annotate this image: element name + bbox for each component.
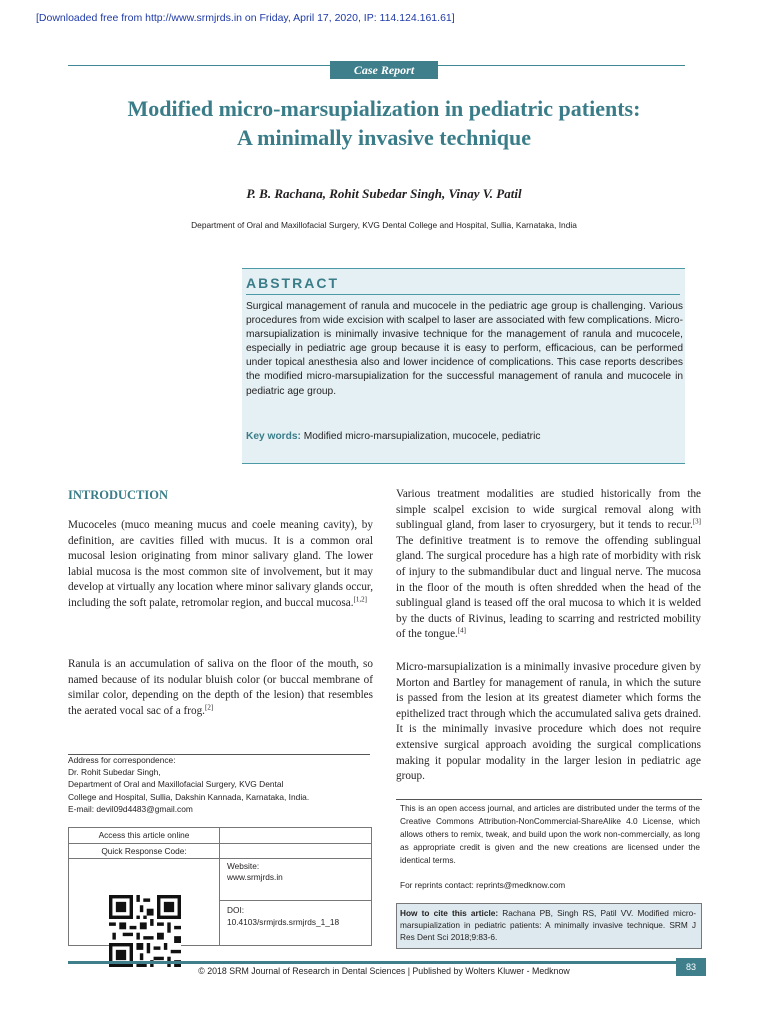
paragraph-text: Ranula is an accumulation of saliva on the floor of the mouth, so named because of its nodular bluish color (or buccal membrane of similar color, depending on the depth of the lesion) that resembles the aerated vocal sac of a frog. [68, 658, 373, 717]
paragraph-text: Various treatment modalities are studied historically from the simple scalpel excision to wide surgical removal along with sublingual gland, from laser to cryosurgery, but it tends to recur. [396, 488, 701, 532]
intro-paragraph-3 [396, 487, 701, 643]
intro-paragraph-1 [68, 518, 373, 612]
citation-ref[interactable]: [4] [457, 626, 466, 635]
cite-text [400, 907, 696, 943]
correspondence-name: Dr. Rohit Subedar Singh, [68, 767, 161, 778]
title-line-2: A minimally invasive technique [237, 125, 531, 150]
qr-cell [69, 858, 220, 945]
citation-ref[interactable]: [1,2] [353, 595, 367, 604]
qr-code-icon[interactable] [109, 895, 181, 967]
authors: P. B. Rachana, Rohit Subedar Singh, Vinay V. Patil [246, 186, 522, 201]
title-line-1: Modified micro-marsupialization in pediatric patients: [127, 96, 641, 121]
open-access-rule [396, 799, 702, 800]
correspondence-line-2: College and Hospital, Sullia, Dakshin Kannada, Karnataka, India. [68, 791, 310, 802]
abstract-heading: ABSTRACT [246, 275, 339, 291]
footer-copyright: © 2018 SRM Journal of Research in Dental Sciences | Published by Wolters Kluwer - Medknow [198, 966, 570, 976]
table-divider [220, 900, 371, 901]
website-block [227, 861, 283, 883]
intro-paragraph-4: Micro-marsupialization is a minimally invasive procedure given by Morton and Bartley for management of ranula, in which the suture is passed from the lesion at its greatest diameter which forms the epithelized tract through which the accumulated saliva gets drained. It is the minimally invasive procedure which does not require extensive surgical approach avoiding the surgical complications making it popular modality in the larger lesion in pediatric age group. [396, 661, 701, 783]
download-banner: [Downloaded free from http://www.srmjrds.in on Friday, April 17, 2020, IP: 114.124.161.61] [36, 12, 455, 24]
correspondence [68, 754, 378, 815]
abstract-text: Surgical management of ranula and mucocele in the pediatric age group is challenging. Various procedures from wide excision with scalpel to laser are associated with few complications. Micro-marsupialization is minimally invasive technique for the management of ranula and mucocele, especially in pediatric age group because it is easy to perform, efficacious, can be performed under topical anesthesia also and lower incidence of complications. This case reports describes the modified micro-marsupialization for the successful management of ranula and mucocele in pediatric age group. [246, 301, 683, 397]
access-header-spacer [220, 828, 371, 844]
access-article-table [68, 827, 372, 946]
doi-label: DOI: [227, 905, 245, 915]
correspondence-label: Address for correspondence: [68, 755, 176, 765]
introduction-heading: INTRODUCTION [68, 488, 169, 502]
intro-paragraph-2 [68, 657, 373, 719]
affiliation: Department of Oral and Maxillofacial Surgery, KVG Dental College and Hospital, Sullia, Karnataka, India [191, 220, 577, 230]
cite-label: How to cite this article: [400, 908, 499, 918]
correspondence-email[interactable]: E-mail: devil09d4483@gmail.com [68, 803, 193, 814]
qr-label: Quick Response Code: [69, 844, 220, 858]
abstract-rule [246, 294, 680, 295]
article-title [60, 94, 708, 152]
doi-link[interactable]: 10.4103/srmjrds.srmjrds_1_18 [227, 917, 340, 927]
section-tag: Case Report [330, 61, 438, 79]
doi-block [227, 904, 339, 928]
access-header: Access this article online [69, 828, 220, 844]
paragraph-text: The definitive treatment is to remove the offending sublingual gland. The surgical procedure has a high rate of morbidity with risk of injury to the submandibular duct and lingual nerve. The mucosa in the floor of the mouth is often shredded when the head of the sublingual gland is teased off the oral mucosa to which it is welded by the ducts of Rivinus, leading to scarring and restricted mobility of the tongue. [396, 534, 701, 641]
cite-body: Rachana PB, Singh RS, Patil VV. Modified micro-marsupialization in pediatric patients: A minimally invasive technique. SRM J Res Dent Sci 2018;9:83-6. [400, 908, 696, 942]
keywords-label: Key words: [246, 431, 301, 442]
website-label: Website: [227, 861, 260, 871]
keywords [246, 431, 683, 442]
website-link[interactable]: www.srmjrds.in [227, 872, 283, 882]
citation-ref[interactable]: [3] [692, 517, 701, 526]
reprints-contact[interactable]: For reprints contact: reprints@medknow.com [400, 880, 566, 890]
footer-rule [68, 961, 700, 964]
citation-ref[interactable]: [2] [204, 703, 214, 712]
page-number: 83 [676, 958, 706, 976]
paragraph-text: Mucoceles (muco meaning mucus and coele meaning cavity), by definition, are cavities filled with mucus. It is a common oral mucosal lesion originating from minor salivary gland. The lower labial mucosa is the most common site of involvement, but it may develop at virtually any location where minor salivary glands occur, including the soft palate, retromolar region, and buccal mucosa. [68, 519, 373, 609]
correspondence-line-1: Department of Oral and Maxillofacial Surgery, KVG Dental [68, 779, 284, 790]
keywords-text: Modified micro-marsupialization, mucocele, pediatric [300, 431, 541, 442]
open-access-notice: This is an open access journal, and articles are distributed under the terms of the Creative Commons Attribution-NonCommercial-ShareAlike 4.0 License, which allows others to remix, tweak, and build upon the work non-commercially, as long as appropriate credit is given and the new creations are licensed under the identical terms. [400, 803, 700, 865]
